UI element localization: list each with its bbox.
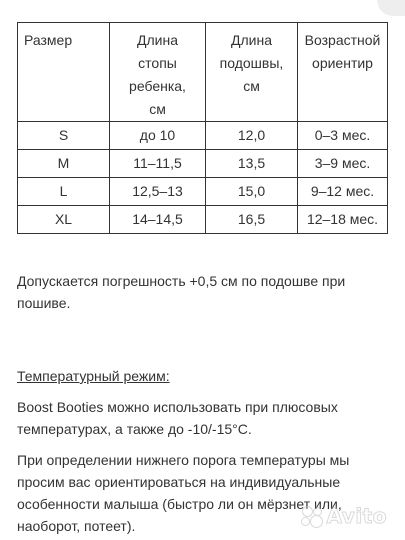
- table-cell: 16,5: [206, 206, 298, 234]
- table-cell: 3–9 мес.: [298, 150, 388, 178]
- table-cell: 9–12 мес.: [298, 178, 388, 206]
- table-header-row: [18, 23, 388, 122]
- tolerance-note: Допускается погрешность +0,5 см по подошве при пошиве.: [17, 273, 346, 311]
- table-row: [18, 150, 388, 178]
- header-age: Возрастной ориентир: [298, 23, 388, 122]
- table-cell: 15,0: [206, 178, 298, 206]
- temperature-paragraph-1: Boost Booties можно использовать при плюсовых температурах, а также до -10/-15°C.: [17, 399, 338, 437]
- table-cell: 11–11,5: [110, 150, 206, 178]
- header-foot-length: Длина стопы ребенка, см: [110, 23, 206, 122]
- table-cell: 13,5: [206, 150, 298, 178]
- header-sole-length: Длина подошвы, см: [206, 23, 298, 122]
- size-table: [17, 22, 388, 234]
- avito-logo-icon: [301, 505, 323, 527]
- header-size: Размер: [18, 23, 110, 122]
- table-cell: L: [18, 178, 110, 206]
- table-cell: 12–18 мес.: [298, 206, 388, 234]
- table-row: [18, 178, 388, 206]
- table-row: [18, 122, 388, 150]
- watermark-text: Avito: [326, 504, 387, 528]
- avito-watermark: [301, 504, 387, 528]
- table-cell: M: [18, 150, 110, 178]
- table-cell: 0–3 мес.: [298, 122, 388, 150]
- table-cell: 14–14,5: [110, 206, 206, 234]
- table-cell: S: [18, 122, 110, 150]
- temperature-heading: Температурный режим:: [17, 368, 170, 384]
- top-corner-shape: [377, 0, 405, 16]
- table-cell: 12,5–13: [110, 178, 206, 206]
- table-cell: 12,0: [206, 122, 298, 150]
- table-cell: до 10: [110, 122, 206, 150]
- table-row: [18, 206, 388, 234]
- temperature-paragraph-2: При определении нижнего порога температуры мы просим вас ориентироваться на индивидуальные особенности малыша (быстро ли он мёрзнет или, наоборот, потеет).: [17, 452, 350, 534]
- table-cell: XL: [18, 206, 110, 234]
